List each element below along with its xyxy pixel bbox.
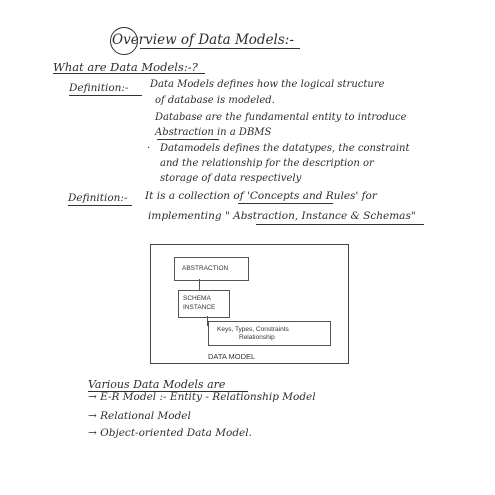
- concepts-rules-underline: [238, 203, 333, 204]
- keys-types-box: [208, 321, 331, 346]
- question-underline: [53, 73, 205, 74]
- definition-1-line-3: Database are the fundamental entity to introduce: [155, 112, 407, 123]
- instance-label: INSTANCE: [183, 304, 216, 311]
- relationship-label: Relationship: [239, 334, 275, 341]
- keys-types-label: Keys, Types, Constraints: [217, 326, 289, 333]
- definition-1-line-5: Datamodels defines the datatypes, the constraint: [160, 143, 410, 154]
- schema-instance-box: [178, 290, 230, 318]
- data-model-diagram: [150, 244, 349, 364]
- abstraction-underline: [157, 139, 219, 140]
- definition-1-line-2: of database is modeled.: [155, 95, 275, 106]
- definition-2-line-2: implementing " Abstraction, Instance & Schemas": [148, 210, 416, 222]
- definition-1-underline: [69, 95, 142, 96]
- question-heading: What are Data Models:-?: [53, 60, 198, 74]
- abstraction-box-label: ABSTRACTION: [182, 265, 229, 272]
- bullet-point: ·: [147, 143, 151, 154]
- definition-1-line-4: Abstraction in a DBMS: [155, 127, 272, 138]
- page-title: Overview of Data Models:-: [112, 32, 294, 48]
- abstraction-box: [174, 257, 249, 281]
- model-list-item: → Relational Model: [88, 410, 191, 422]
- definition-1-line-6: and the relationship for the description or: [160, 158, 374, 169]
- definition-1-line-1: Data Models defines how the logical structure: [150, 79, 385, 90]
- definition-2-line-1: It is a collection of 'Concepts and Rules' for: [145, 190, 377, 202]
- abstraction-instance-schemas-underline: [256, 224, 424, 225]
- connector-line: [199, 279, 200, 290]
- model-list-item: → E-R Model :- Entity - Relationship Model: [88, 391, 316, 403]
- model-list-item: → Object-oriented Data Model.: [88, 427, 252, 439]
- definition-1-line-7: storage of data respectively: [160, 173, 302, 184]
- various-models-heading: Various Data Models are: [88, 378, 226, 391]
- definition-1-label: Definition:-: [69, 82, 129, 94]
- schema-label: SCHEMA: [183, 295, 211, 302]
- definition-2-label: Definition:-: [68, 192, 128, 204]
- title-underline: [140, 48, 300, 49]
- definition-2-underline: [68, 205, 132, 206]
- diagram-caption: DATA MODEL: [208, 352, 256, 361]
